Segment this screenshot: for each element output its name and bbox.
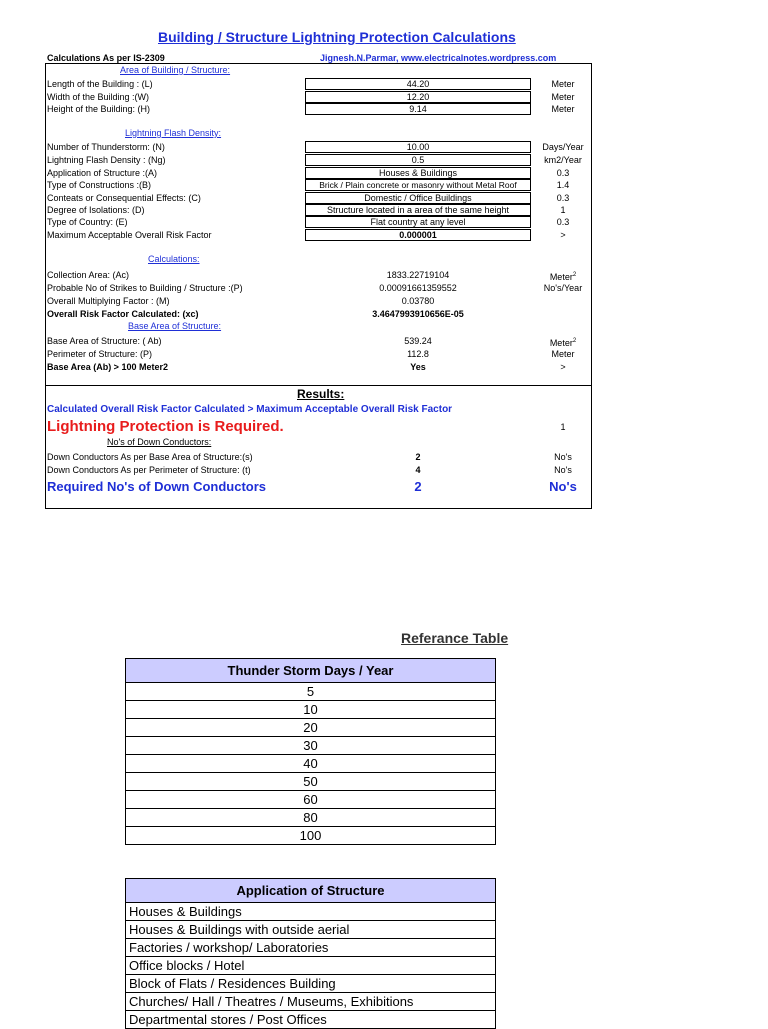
length-input[interactable]: 44.20 (305, 78, 531, 90)
down-perimeter-value: 4 (415, 465, 421, 475)
table-row: Houses & Buildings with outside aerial (126, 921, 496, 939)
length-unit: Meter (551, 79, 575, 89)
calc-standard: Calculations As per IS-2309 (47, 53, 165, 63)
width-label: Width of the Building :(W) (47, 92, 150, 102)
down-perimeter-unit: No's (554, 465, 572, 475)
page-title: Building / Structure Lightning Protection Calculations (158, 29, 516, 45)
required-conductors-label: Required No's of Down Conductors (47, 479, 267, 494)
strikes-unit: No's/Year (543, 283, 583, 293)
max-risk-compare: > (560, 230, 566, 240)
base-area-check-value: Yes (410, 362, 426, 372)
table-row: Block of Flats / Residences Building (126, 975, 496, 993)
thunderstorm-input[interactable]: 10.00 (305, 141, 531, 153)
table-row: Factories / workshop/ Laboratories (126, 939, 496, 957)
table-row: 50 (126, 773, 496, 791)
strikes-value: 0.00091661359552 (379, 283, 457, 293)
application-table (125, 878, 496, 1029)
construction-label: Type of Constructions :(B) (47, 180, 152, 190)
isolation-label: Degree of Isolations: (D) (47, 205, 145, 215)
down-base-label: Down Conductors As per Base Area of Structure:(s) (47, 452, 253, 462)
protection-required-text: Lightning Protection is Required. (47, 418, 284, 435)
collection-area-value: 1833.22719104 (386, 270, 450, 280)
thunder-days-header: Thunder Storm Days / Year (126, 659, 496, 683)
base-area-unit: Meter$^2$ (549, 338, 577, 348)
protection-flag-value: 1 (560, 422, 566, 432)
table-row: 60 (126, 791, 496, 809)
table-row: Churches/ Hall / Theatres / Museums, Exhibitions (126, 993, 496, 1011)
construction-select[interactable]: Brick / Plain concrete or masonry without Metal Roof (305, 179, 531, 191)
base-area-label: Base Area of Structure: ( Ab) (47, 336, 162, 346)
application-label: Application of Structure :(A) (47, 168, 158, 178)
consequential-factor: 0.3 (556, 193, 570, 203)
down-perimeter-label: Down Conductors As per Perimeter of Structure: (t) (47, 465, 251, 475)
risk-factor-label: Overall Risk Factor Calculated: (xc) (47, 309, 199, 319)
density-section-heading: Lightning Flash Density: (125, 128, 222, 138)
length-label: Length of the Building : (L) (47, 79, 153, 89)
down-conductors-heading: No's of Down Conductors: (107, 437, 212, 447)
base-area-check-compare: > (560, 362, 566, 372)
calc-section-heading: Calculations: (148, 254, 200, 264)
down-base-unit: No's (554, 452, 572, 462)
author-credit: Jignesh.N.Parmar, www.electricalnotes.wordpress.com (320, 53, 557, 63)
width-input[interactable]: 12.20 (305, 91, 531, 103)
max-risk-input[interactable]: 0.000001 (305, 229, 531, 241)
results-heading: Results: (297, 387, 345, 401)
country-select[interactable]: Flat country at any level (305, 216, 531, 228)
multiplying-factor-value: 0.03780 (401, 296, 435, 306)
table-row: Houses & Buildings (126, 903, 496, 921)
base-area-value: 539.24 (404, 336, 432, 346)
isolation-select[interactable]: Structure located in a area of the same height (305, 204, 531, 216)
table-row: 30 (126, 737, 496, 755)
table-row: 80 (126, 809, 496, 827)
height-unit: Meter (551, 104, 575, 114)
down-base-value: 2 (415, 452, 421, 462)
multiplying-factor-label: Overall Multiplying Factor : (M) (47, 296, 170, 306)
flash-density-input[interactable]: 0.5 (305, 154, 531, 166)
thunder-days-table (125, 658, 496, 845)
table-row: 40 (126, 755, 496, 773)
required-conductors-value: 2 (414, 479, 422, 494)
isolation-factor: 1 (560, 205, 566, 215)
base-area-check-label: Base Area (Ab) > 100 Meter2 (47, 362, 168, 372)
required-conductors-unit: No's (549, 479, 577, 494)
flash-density-label: Lightning Flash Density : (Ng) (47, 155, 166, 165)
consequential-label: Conteats or Consequential Effects: (C) (47, 193, 201, 203)
table-row: Departmental stores / Post Offices (126, 1011, 496, 1029)
width-unit: Meter (551, 92, 575, 102)
country-label: Type of Country: (E) (47, 217, 128, 227)
perimeter-label: Perimeter of Structure: (P) (47, 349, 153, 359)
collection-area-label: Collection Area: (Ac) (47, 270, 130, 280)
area-section-heading: Area of Building / Structure: (120, 65, 231, 75)
application-select[interactable]: Houses & Buildings (305, 167, 531, 179)
application-header: Application of Structure (126, 879, 496, 903)
thunderstorm-unit: Days/Year (542, 142, 584, 152)
application-factor: 0.3 (556, 168, 570, 178)
table-row: 100 (126, 827, 496, 845)
table-row: 10 (126, 701, 496, 719)
base-section-heading: Base Area of Structure: (128, 321, 222, 331)
results-divider (45, 385, 592, 386)
table-row: 5 (126, 683, 496, 701)
strikes-label: Probable No of Strikes to Building / Structure :(P) (47, 283, 243, 293)
perimeter-unit: Meter (551, 349, 575, 359)
country-factor: 0.3 (556, 217, 570, 227)
height-input[interactable]: 9.14 (305, 103, 531, 115)
flash-density-unit: km2/Year (544, 155, 582, 165)
height-label: Height of the Building: (H) (47, 104, 151, 114)
consequential-select[interactable]: Domestic / Office Buildings (305, 192, 531, 204)
thunderstorm-label: Number of Thunderstorm: (N) (47, 142, 165, 152)
risk-comparison-text: Calculated Overall Risk Factor Calculated > Maximum Acceptable Overall Risk Factor (47, 404, 453, 415)
table-row: Office blocks / Hotel (126, 957, 496, 975)
reference-title: Referance Table (401, 630, 509, 646)
collection-area-unit: Meter$^2$ (549, 272, 577, 282)
construction-factor: 1.4 (556, 180, 570, 190)
perimeter-value: 112.8 (407, 349, 429, 359)
max-risk-label: Maximum Acceptable Overall Risk Factor (47, 230, 212, 240)
table-row: 20 (126, 719, 496, 737)
risk-factor-value: 3.4647993910656E-05 (372, 309, 464, 319)
